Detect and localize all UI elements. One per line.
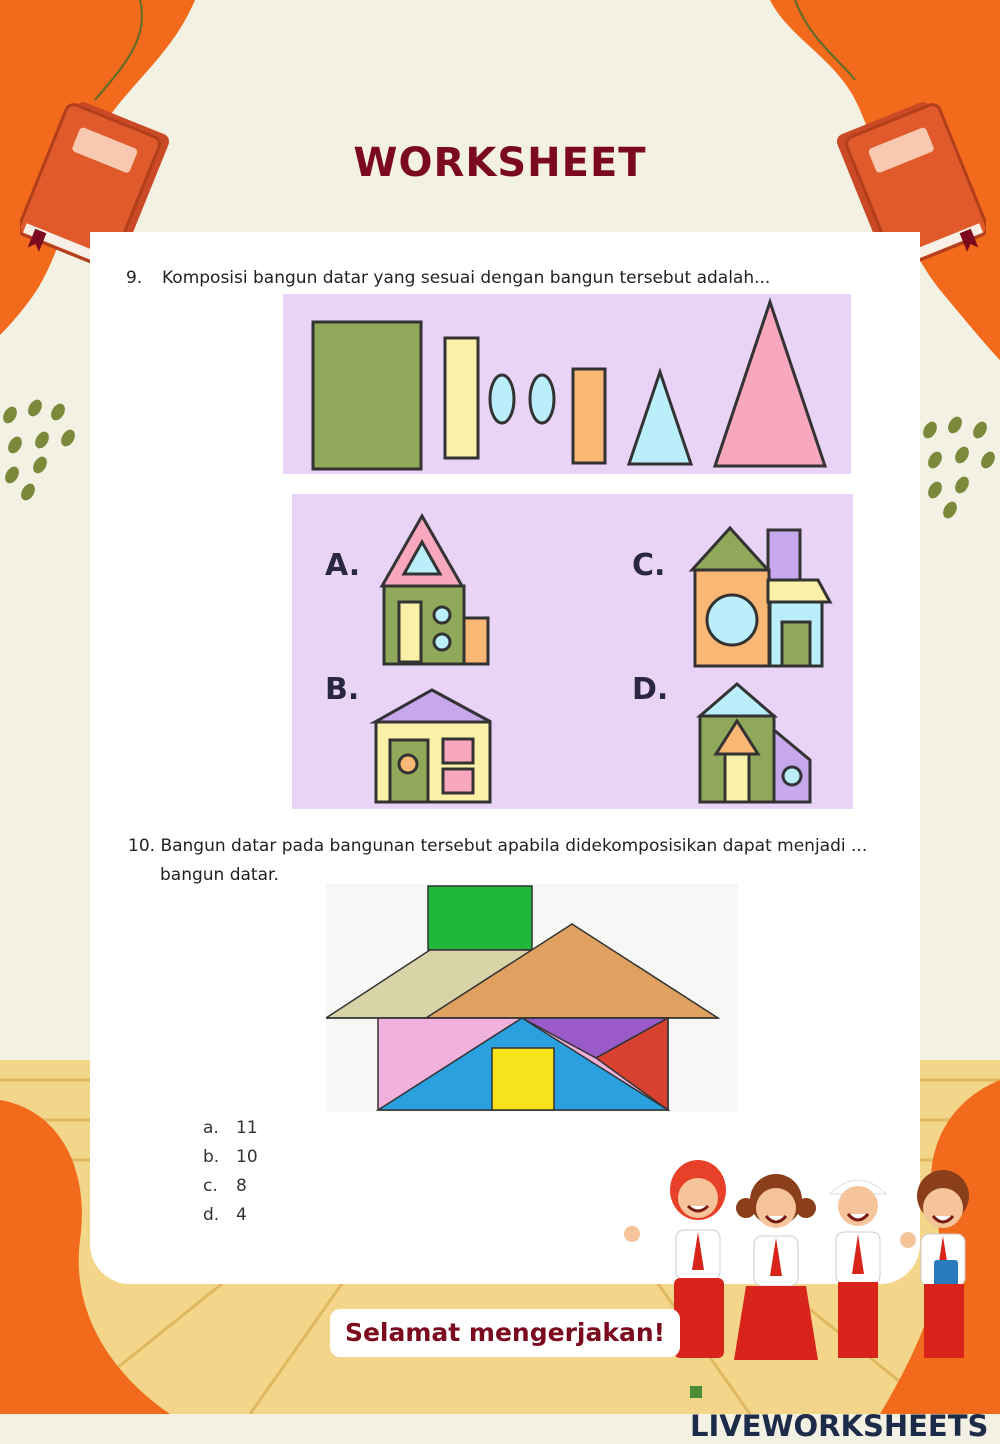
option-b-label[interactable]: B.	[325, 672, 360, 707]
option-c-label[interactable]: C.	[632, 548, 666, 583]
green-rectangle-shape	[313, 322, 421, 469]
circle-shape-2	[530, 375, 554, 423]
footer-message: Selamat mengerjakan!	[330, 1309, 680, 1357]
liveworksheets-logo	[690, 1372, 990, 1443]
question-10-text	[128, 832, 867, 890]
brand-name: LIVEWORKSHEETS	[690, 1409, 989, 1443]
answer-option-c[interactable]: c. 8	[203, 1176, 247, 1196]
question-9-text	[126, 268, 770, 288]
question-9-prompt: Komposisi bangun datar yang sesuai dengan bangun tersebut adalah...	[162, 268, 771, 288]
question-9-shapes-panel	[283, 294, 851, 474]
orange-rectangle-shape	[573, 369, 605, 463]
circle-shape-1	[490, 375, 514, 423]
answer-option-a[interactable]: a. 11	[203, 1118, 258, 1138]
answer-option-b[interactable]: b. 10	[203, 1147, 258, 1167]
yellow-rectangle-shape	[445, 338, 478, 458]
question-10-line-1: 10. Bangun datar pada bangunan tersebut apabila didekomposisikan dapat menjadi ...	[128, 836, 868, 856]
question-10-tangram-house	[326, 884, 738, 1112]
option-a-label[interactable]: A.	[325, 548, 361, 583]
question-10-answers	[203, 1114, 258, 1230]
question-10-line-2: bangun datar.	[160, 865, 279, 885]
answer-option-d[interactable]: d. 4	[203, 1205, 247, 1225]
page-title: WORKSHEET	[353, 140, 647, 186]
question-9-options-panel	[292, 494, 853, 809]
question-9-number: 9.	[126, 268, 143, 288]
option-d-label[interactable]: D.	[632, 672, 669, 707]
brand-logo-icon	[690, 1386, 702, 1398]
